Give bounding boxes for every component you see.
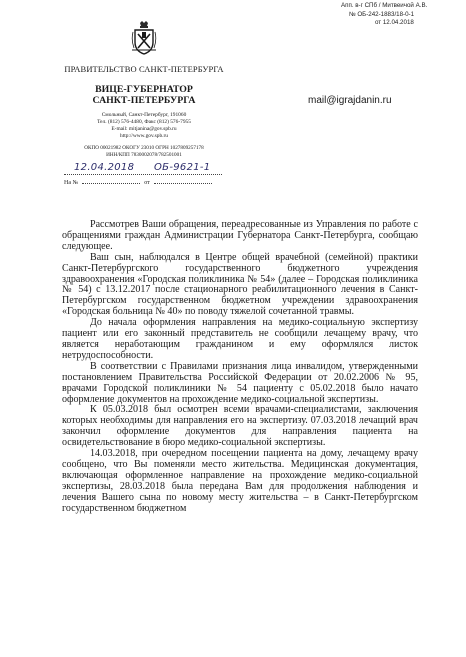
body-paragraph-4: В соответствии с Правилами признания лица инвалидом, утвержденными постановлением Правительства Российской Федерации от 20.02.2006 № 95, врачами Городской поликлиники № 54 пациенту с 05.02.2018 было начато оформление документов на прохождение медико-социальной экспертизы. [62, 360, 418, 405]
coat-of-arms-icon [131, 20, 157, 56]
body-paragraph-2: Ваш сын, наблюдался в Центре общей врачебной (семейной) практики Санкт-Петербургского государственного бюджетного учреждения здравоохранения «Городская поликлиника № 54» (далее – Городская поликлиника № 54) с 13.12.2017 после стационарного реабилитационного лечения в Санкт-Петербургском государственном бюджетном учреждении здравоохранения «Городская больница № 40» по поводу тяжелой сочетанной травмы. [62, 251, 418, 318]
recipient-email: mail@igrajdanin.ru [308, 95, 392, 106]
sender-title-line-1: ВИЦЕ-ГУБЕРНАТОР [95, 84, 193, 95]
body-paragraph-6: 14.03.2018, при очередном посещении пациента на дому, лечащему врачу сообщено, что Вы поменяли место жительства. Медицинская документация, включающая оформленное направление на прохождение медико-социальной экспертизы, 28.03.2018 была передана Вам для продолжения наблюдения и лечения Вашего сына по новому месту жительства – в Санкт-Петербургском государственном бюджетном [62, 448, 418, 514]
stamp-line-3: от 12.04.2018 [375, 19, 414, 26]
reference-prefix: На № [64, 180, 79, 186]
contact-phone: Тел. (812) 576-4480, Факс (812) 576-7955 [97, 119, 191, 125]
body-paragraph-5: К 05.03.2018 был осмотрен всеми врачами-специалистами, заключения которых необходимы для направления его на экспертизу. 07.03.2018 лечащий врач закончил оформление документов для направления пациента на освидетельствование в бюро медико-социальной экспертизы. [62, 404, 418, 449]
contact-web: http://www.gov.spb.ru [120, 133, 168, 139]
sender-contacts [56, 112, 232, 140]
reference-blank [82, 183, 140, 184]
letter-body [62, 220, 418, 514]
registration-stamp [335, 2, 463, 32]
stamp-line-1: Апп. в-г СПб / Митвеичой А.В. [341, 2, 428, 9]
organization-name: ПРАВИТЕЛЬСТВО САНКТ-ПЕТЕРБУРГА [64, 64, 224, 74]
reference-line [64, 180, 216, 186]
date-number-line [64, 174, 222, 175]
body-paragraph-1: Рассмотрев Ваши обращения, переадресованные из Управления по работе с обращениями граждан Администрации Губернатора Санкт-Петербурга, сообщаю следующее. [62, 219, 418, 252]
registry-codes [56, 145, 232, 159]
reference-middle: от [144, 180, 150, 186]
sender-title-line-2: САНКТ-ПЕТЕРБУРГА [92, 95, 196, 106]
sender-title [56, 84, 232, 106]
codes-line-1: ОКПО 00021982 ОКОГУ 23010 ОГРН 1027809257178 [84, 145, 204, 151]
stamp-line-2: № ОБ-242-1883/18-0-1 [349, 10, 415, 18]
body-paragraph-3: До начала оформления направления на медико-социальную экспертизу пациент или его законный представитель не сообщили лечащему врачу, что является неработающим гражданином и ему оформлялся листок нетрудоспособности. [62, 317, 418, 361]
codes-line-2: ИНН/КПП 7830002078/782501001 [106, 152, 182, 158]
contact-address: Смольный, Санкт-Петербург, 191060 [101, 112, 187, 118]
handwritten-date: 12.04.2018 [74, 162, 135, 173]
reference-date-blank [154, 183, 212, 184]
contact-email: E-mail: mitjanina@gov.spb.ru [111, 126, 177, 132]
handwritten-number: ОБ-9621-1 [154, 162, 211, 173]
